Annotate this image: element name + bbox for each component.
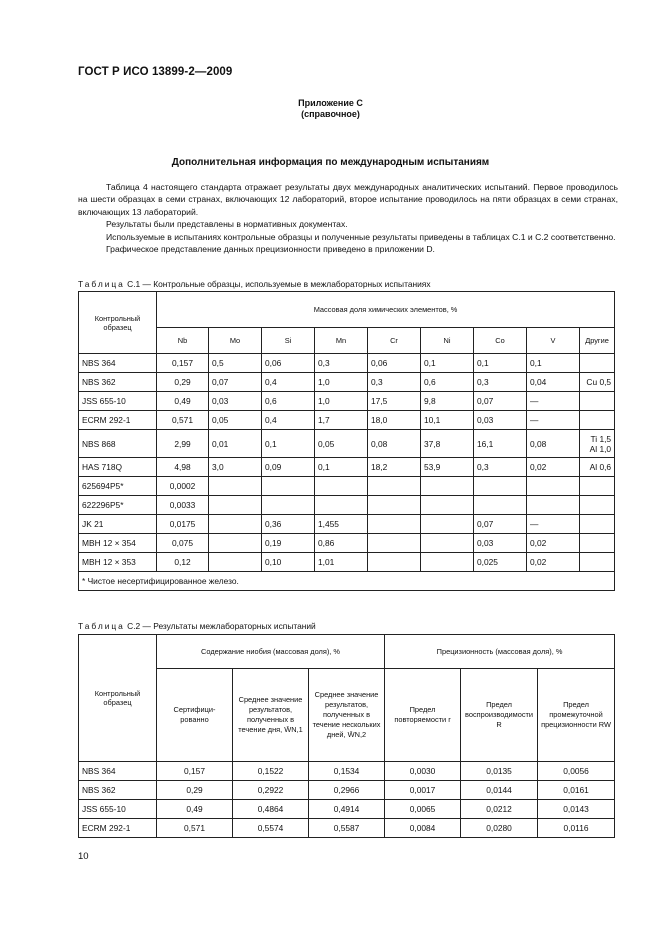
table-cell: 0,1534: [309, 762, 385, 781]
table-cell: 0,5: [209, 354, 262, 373]
table-cell: [527, 477, 580, 496]
table-cell: [474, 477, 527, 496]
table-cell: 1,0: [315, 373, 368, 392]
table-cell: [209, 477, 262, 496]
table-cell: 37,8: [421, 430, 474, 458]
table2-subheader-reproducibility: Предел воспроизводимости R: [461, 669, 538, 762]
sample-name-cell: NBS 362: [79, 373, 157, 392]
paragraph: Результаты были представлены в нормативных документах.: [106, 219, 348, 230]
paragraph: Используемые в испытаниях контрольные образцы и полученные результаты приведены в таблицах С.1 и С.2 соответственно.: [106, 231, 616, 242]
table-cell: 0,2966: [309, 781, 385, 800]
table-cell: 2,99: [157, 430, 209, 458]
table-cell: 0,07: [474, 392, 527, 411]
table-cell: 0,157: [157, 354, 209, 373]
table-cell: 17,5: [368, 392, 421, 411]
annex-title: Приложение С: [298, 98, 363, 108]
table-cell: 0,025: [474, 553, 527, 572]
table-cell: 0,86: [315, 534, 368, 553]
table-cell: [209, 553, 262, 572]
table-cell: 0,02: [527, 458, 580, 477]
table1-element-header: Si: [262, 328, 315, 354]
table-cell: [368, 496, 421, 515]
table-cell: 0,49: [157, 800, 233, 819]
body-text: [78, 181, 618, 255]
table-row: [79, 496, 615, 515]
table-cell: [315, 477, 368, 496]
sample-name-cell: MBH 12 × 353: [79, 553, 157, 572]
table2-subheader-intermediate: Предел промежуточной прецизионности RW: [538, 669, 615, 762]
table-cell: 0,12: [157, 553, 209, 572]
table-cell: 0,08: [368, 430, 421, 458]
sample-name-cell: JK 21: [79, 515, 157, 534]
table-cell: 0,0030: [385, 762, 461, 781]
table-cell: 0,09: [262, 458, 315, 477]
sample-name-cell: NBS 364: [79, 354, 157, 373]
table-cell: [421, 553, 474, 572]
table-cell: 0,1: [421, 354, 474, 373]
sample-name-cell: ECRM 292-1: [79, 819, 157, 838]
table-cell: 0,04: [527, 373, 580, 392]
table-cell: 0,0033: [157, 496, 209, 515]
table1-element-header: Co: [474, 328, 527, 354]
table-cell: [209, 534, 262, 553]
table-cell: 9,8: [421, 392, 474, 411]
table-cell: 0,3: [368, 373, 421, 392]
annex-heading: [0, 98, 661, 120]
table1-element-header: Cr: [368, 328, 421, 354]
table-cell: 1,01: [315, 553, 368, 572]
table-cell: 10,1: [421, 411, 474, 430]
table-cell: [580, 411, 615, 430]
table-cell: Ti 1,5 Al 1,0: [580, 430, 615, 458]
table-cell: 0,3: [315, 354, 368, 373]
table-cell: 0,0002: [157, 477, 209, 496]
table-cell: 0,4: [262, 411, 315, 430]
table1-caption-text: С.1 — Контрольные образцы, используемые в межлабораторных испытаниях: [127, 279, 431, 289]
table1-footnote: * Чистое несертифицированное железо.: [79, 572, 615, 591]
table-cell: 0,05: [315, 430, 368, 458]
table-row: [79, 762, 615, 781]
sample-name-cell: NBS 868: [79, 430, 157, 458]
sample-name-cell: HAS 718Q: [79, 458, 157, 477]
table-cell: 0,0212: [461, 800, 538, 819]
paragraph: Таблица 4 настоящего стандарта отражает результаты двух международных аналитических испытаний. Первое проводилось на шести образцах в семи странах, включающих 12 лабораторий, второе испытание проводилось на пяти образцах в семи странах, включающих 13 лабораторий.: [78, 182, 618, 217]
table-cell: 0,6: [421, 373, 474, 392]
table1-element-header: V: [527, 328, 580, 354]
table1-element-header: Nb: [157, 328, 209, 354]
document-header: ГОСТ Р ИСО 13899-2—2009: [78, 66, 233, 78]
table-cell: 0,4864: [233, 800, 309, 819]
sample-name-cell: NBS 362: [79, 781, 157, 800]
sample-name-cell: JSS 655-10: [79, 392, 157, 411]
table2-header-content: Содержание ниобия (массовая доля), %: [157, 635, 385, 669]
table-cell: 18,0: [368, 411, 421, 430]
table-cell: 0,0056: [538, 762, 615, 781]
table-cell: 3,0: [209, 458, 262, 477]
table-cell: [421, 477, 474, 496]
table-cell: [421, 515, 474, 534]
table-cell: [368, 553, 421, 572]
table-cell: 0,0084: [385, 819, 461, 838]
table-cell: 0,0135: [461, 762, 538, 781]
table2-header-sample: Контрольный образец: [79, 635, 157, 762]
table-row: [79, 553, 615, 572]
table-cell: 0,1: [262, 430, 315, 458]
table-cell: 18,2: [368, 458, 421, 477]
table-cell: [262, 477, 315, 496]
table-cell: 0,02: [527, 534, 580, 553]
table-cell: [421, 534, 474, 553]
table1-element-header: Mn: [315, 328, 368, 354]
table-row: [79, 534, 615, 553]
table-cell: 1,0: [315, 392, 368, 411]
table-cell: 0,06: [262, 354, 315, 373]
table1-header-group: Массовая доля химических элементов, %: [157, 292, 615, 328]
table-cell: [368, 477, 421, 496]
table-cell: 0,0161: [538, 781, 615, 800]
table2-subheader-repeatability: Предел повторяемости r: [385, 669, 461, 762]
table-cell: [368, 534, 421, 553]
table1-header-sample: Контрольный образец: [79, 292, 157, 354]
table-row: [79, 373, 615, 392]
table-cell: —: [527, 392, 580, 411]
table-cell: [580, 534, 615, 553]
table-row: [79, 800, 615, 819]
table2-header-precision: Прецизионность (массовая доля), %: [385, 635, 615, 669]
sample-name-cell: ECRM 292-1: [79, 411, 157, 430]
table-row: [79, 411, 615, 430]
table-cell: 0,0144: [461, 781, 538, 800]
annex-type: (справочное): [301, 109, 360, 119]
table-cell: 0,07: [209, 373, 262, 392]
table-row: [79, 354, 615, 373]
table-cell: 4,98: [157, 458, 209, 477]
table2-subheader-certified: Сертифици-рованно: [157, 669, 233, 762]
table-row: [79, 430, 615, 458]
table1-element-header: Ni: [421, 328, 474, 354]
table-cell: 0,19: [262, 534, 315, 553]
table-cell: 0,1: [474, 354, 527, 373]
table-cell: 0,0065: [385, 800, 461, 819]
sample-name-cell: NBS 364: [79, 762, 157, 781]
table-reference-samples: [78, 291, 615, 591]
table-cell: [580, 515, 615, 534]
table-cell: 0,5587: [309, 819, 385, 838]
table1-caption-word: Таблица: [78, 279, 125, 289]
table-row: [79, 477, 615, 496]
table-cell: 1,7: [315, 411, 368, 430]
table-cell: 0,36: [262, 515, 315, 534]
sample-name-cell: MBH 12 × 354: [79, 534, 157, 553]
table-cell: 0,1522: [233, 762, 309, 781]
table-cell: 0,3: [474, 373, 527, 392]
table-cell: 0,157: [157, 762, 233, 781]
table-cell: 0,03: [474, 411, 527, 430]
table-cell: 0,075: [157, 534, 209, 553]
paragraph: Графическое представление данных прецизионности приведено в приложении D.: [106, 244, 435, 255]
table-cell: [527, 496, 580, 515]
table-cell: 0,0017: [385, 781, 461, 800]
sample-name-cell: JSS 655-10: [79, 800, 157, 819]
table-cell: [262, 496, 315, 515]
table-row: [79, 458, 615, 477]
table-row: [79, 392, 615, 411]
table-cell: 0,0280: [461, 819, 538, 838]
table2-caption-text: С.2 — Результаты межлабораторных испытаний: [127, 621, 316, 631]
table-cell: 0,4: [262, 373, 315, 392]
table-cell: [580, 553, 615, 572]
table-cell: 0,29: [157, 781, 233, 800]
table-cell: 0,1: [527, 354, 580, 373]
table-cell: 0,07: [474, 515, 527, 534]
table-cell: 0,03: [209, 392, 262, 411]
table-cell: [474, 496, 527, 515]
section-title: Дополнительная информация по международным испытаниям: [171, 157, 490, 168]
table-cell: [315, 496, 368, 515]
table-cell: 0,49: [157, 392, 209, 411]
table-row: [79, 515, 615, 534]
table-cell: [580, 354, 615, 373]
table-cell: 0,2922: [233, 781, 309, 800]
table-cell: —: [527, 411, 580, 430]
table2-subheader-multiday-mean: Среднее значение результатов, полученных в течение нескольких дней, W̄N,2: [309, 669, 385, 762]
table1-element-header: Другие: [580, 328, 615, 354]
table-cell: 16,1: [474, 430, 527, 458]
sample-name-cell: 622296P5*: [79, 496, 157, 515]
table1-caption: [78, 279, 431, 289]
table2-subheader-daily-mean: Среднее значение результатов, полученных в течение дня, W̄N,1: [233, 669, 309, 762]
table-interlab-results: [78, 634, 615, 838]
table-cell: 0,0175: [157, 515, 209, 534]
table-cell: 0,05: [209, 411, 262, 430]
table-cell: [421, 496, 474, 515]
table-cell: —: [527, 515, 580, 534]
table-cell: 0,571: [157, 819, 233, 838]
table-cell: [580, 477, 615, 496]
table-row: [79, 781, 615, 800]
table-cell: [580, 496, 615, 515]
table-cell: 0,5574: [233, 819, 309, 838]
table-cell: 0,06: [368, 354, 421, 373]
table-cell: Cu 0,5: [580, 373, 615, 392]
table-cell: 0,4914: [309, 800, 385, 819]
page-number: 10: [78, 851, 89, 862]
table-cell: 0,29: [157, 373, 209, 392]
table-cell: 0,03: [474, 534, 527, 553]
table-cell: 0,3: [474, 458, 527, 477]
table-cell: 0,02: [527, 553, 580, 572]
sample-name-cell: 625694P5*: [79, 477, 157, 496]
table-cell: 0,01: [209, 430, 262, 458]
table2-caption-word: Таблица: [78, 621, 125, 631]
table-cell: 1,455: [315, 515, 368, 534]
table-cell: 53,9: [421, 458, 474, 477]
table-row: [79, 819, 615, 838]
table1-element-header: Mo: [209, 328, 262, 354]
table-cell: [209, 515, 262, 534]
table-cell: Al 0,6: [580, 458, 615, 477]
table-cell: 0,10: [262, 553, 315, 572]
table-cell: 0,0116: [538, 819, 615, 838]
table-cell: [580, 392, 615, 411]
table-cell: 0,08: [527, 430, 580, 458]
table-cell: 0,1: [315, 458, 368, 477]
table-cell: [368, 515, 421, 534]
table-cell: 0,6: [262, 392, 315, 411]
table-cell: 0,0143: [538, 800, 615, 819]
table-cell: [209, 496, 262, 515]
table-cell: 0,571: [157, 411, 209, 430]
table2-caption: [78, 621, 316, 631]
